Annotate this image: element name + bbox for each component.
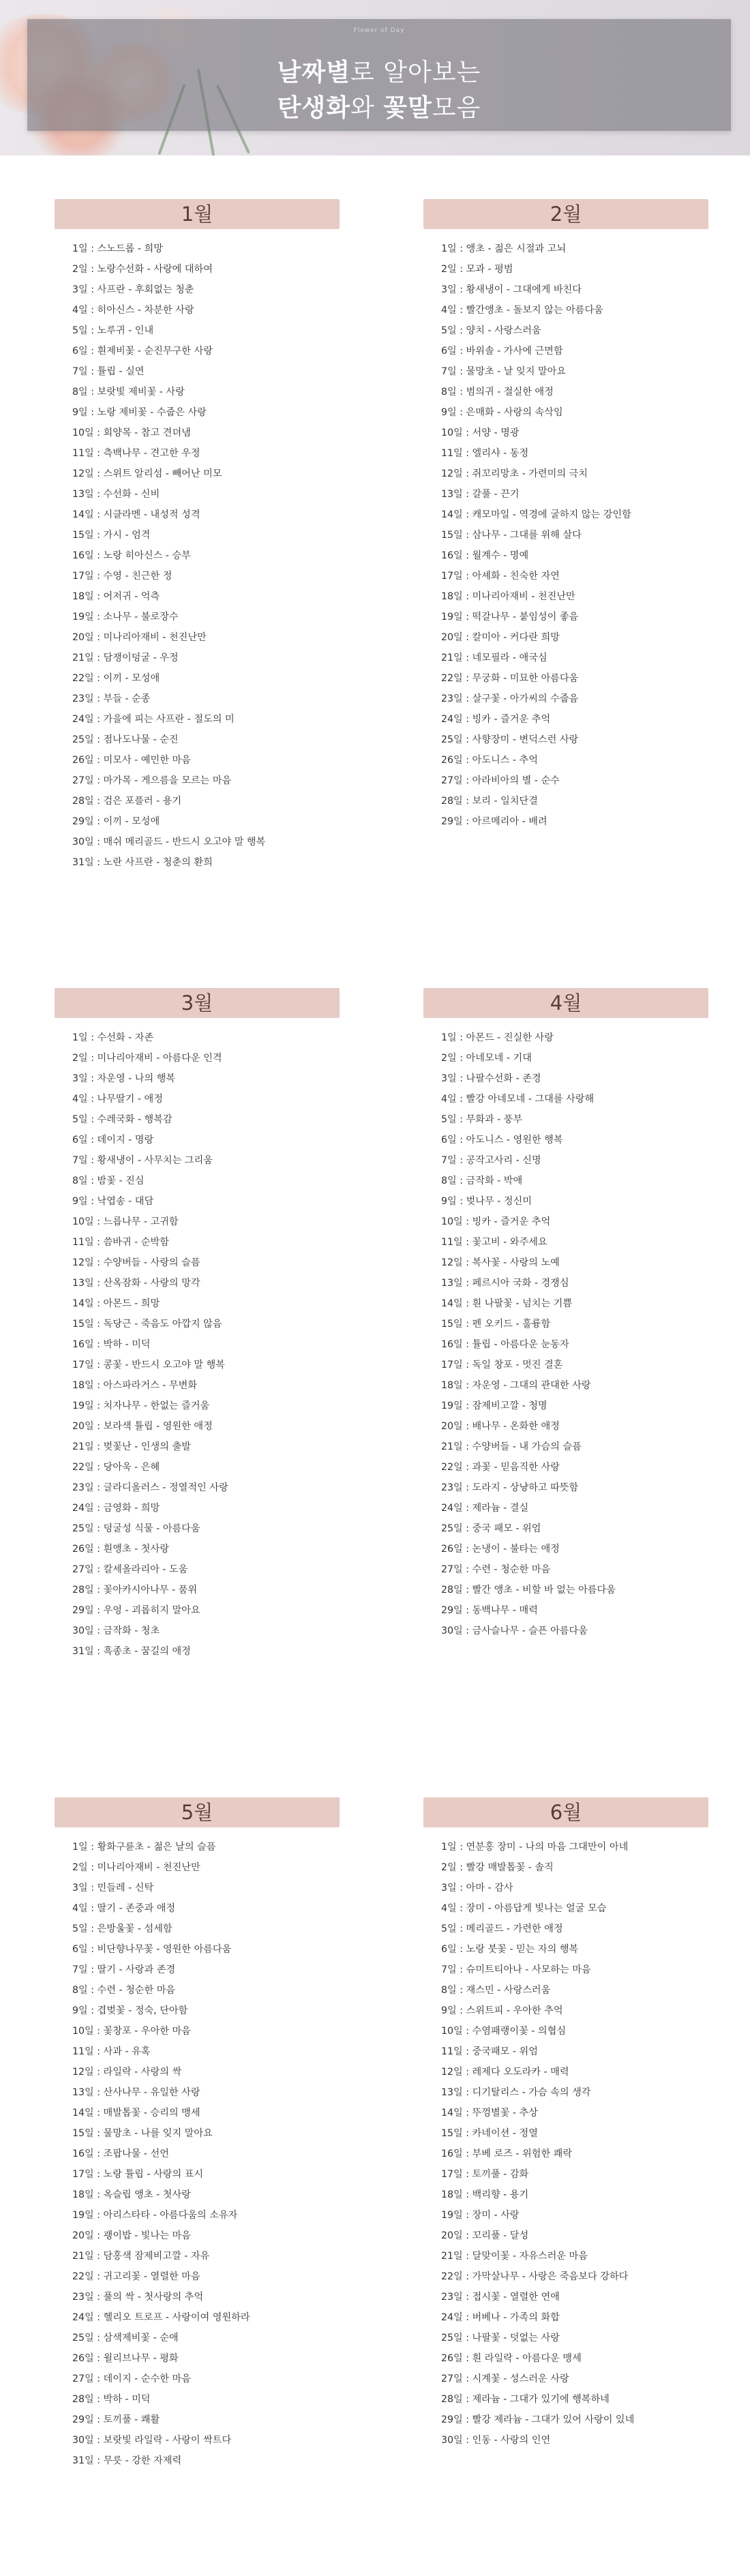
day-entry: 3일 : 자운영 - 나의 행복: [72, 1073, 176, 1084]
day-entry: 28일 : 빨간 앵초 - 비할 바 없는 아름다움: [441, 1585, 616, 1596]
day-entry: 21일 : 벚꽃난 - 인생의 출발: [72, 1441, 191, 1452]
day-entry: 26일 : 논냉이 - 불타는 애정: [441, 1544, 560, 1555]
day-entry: 30일 : 금사슬나무 - 슬픈 아름다움: [441, 1626, 588, 1636]
day-entry: 19일 : 아리스타타 - 아름다움의 소유자: [72, 2210, 238, 2221]
day-entry: 26일 : 윌리브나무 - 평화: [72, 2353, 179, 2364]
day-entry: 11일 : 씀바귀 - 순박함: [72, 1237, 169, 1248]
day-entry: 20일 : 보라색 튤립 - 영원한 애정: [72, 1421, 213, 1432]
day-entry: 27일 : 시계꽃 - 성스러운 사랑: [441, 2373, 569, 2384]
day-entry: 27일 : 수련 - 청순한 마음: [441, 1564, 551, 1575]
day-entry: 28일 : 보리 - 일치단결: [441, 796, 538, 807]
day-entry: 18일 : 아스파라거스 - 무변화: [72, 1380, 198, 1391]
day-entry: 29일 : 우엉 - 괴롭히지 말아요: [72, 1605, 200, 1616]
day-entry: 4일 : 빨강 아네모네 - 그대를 사랑해: [441, 1094, 595, 1105]
day-entry: 2일 : 노랑수선화 - 사랑에 대하여: [72, 264, 213, 275]
day-entry: 6일 : 흰제비꽃 - 순진무구한 사랑: [72, 346, 213, 357]
day-entry: 14일 : 시클라멘 - 내성적 성격: [72, 509, 200, 520]
day-entry: 30일 : 매쉬 메리골드 - 반드시 오고야 말 행복: [72, 837, 266, 848]
day-entry: 3일 : 황새냉이 - 그대에게 바친다: [441, 284, 582, 295]
day-entry: 24일 : 헬리오 트로프 - 사랑이여 영원하라: [72, 2312, 250, 2323]
day-entry: 29일 : 아르메리아 - 배려: [441, 816, 548, 827]
day-entry: 27일 : 아라비아의 별 - 순수: [441, 775, 560, 786]
day-entry: 1일 : 앵초 - 젊은 시절과 고뇌: [441, 243, 567, 254]
day-entry: 23일 : 부들 - 순종: [72, 693, 151, 704]
day-entry: 10일 : 꽃창포 - 우아한 마음: [72, 2026, 191, 2037]
day-entry: 4일 : 장미 - 아름답게 빛나는 얼굴 모습: [441, 1903, 607, 1914]
title-bold-meaning: 꽃말: [383, 94, 432, 122]
day-entry: 25일 : 중국 패모 - 위엄: [441, 1523, 541, 1534]
day-entry: 17일 : 독일 창포 - 멋진 결혼: [441, 1360, 563, 1371]
day-entry: 7일 : 물망초 - 날 잊지 말아요: [441, 366, 567, 377]
day-entry: 7일 : 공작고사리 - 신명: [441, 1155, 541, 1166]
day-entry: 4일 : 딸기 - 존중과 애정: [72, 1903, 176, 1914]
day-entry: 21일 : 네모필라 - 애국심: [441, 653, 548, 663]
day-entry: 17일 : 콩꽃 - 반드시 오고야 말 행복: [72, 1360, 225, 1371]
day-entry: 27일 : 칼세올라리아 - 도움: [72, 1564, 188, 1575]
day-entry: 10일 : 수염패랭이꽃 - 의협심: [441, 2026, 567, 2037]
day-list: [423, 1028, 708, 1641]
day-entry: 7일 : 황새냉이 - 사무치는 그리움: [72, 1155, 213, 1166]
day-entry: 18일 : 옥슬립 앵초 - 첫사랑: [72, 2189, 191, 2200]
day-entry: 14일 : 캐모마일 - 역경에 굴하지 않는 강인함: [441, 509, 631, 520]
day-entry: 21일 : 수양버들 - 내 가슴의 슬픔: [441, 1441, 582, 1452]
day-entry: 16일 : 튤립 - 아름다운 눈동자: [441, 1339, 569, 1350]
month-header: 2월: [423, 199, 708, 229]
day-entry: 14일 : 아몬드 - 희망: [72, 1298, 160, 1309]
day-entry: 19일 : 치자나무 - 한없는 즐거움: [72, 1401, 210, 1411]
day-entry: 3일 : 아마 - 감사: [441, 1883, 513, 1893]
day-entry: 6일 : 비단향나무꽃 - 영원한 아름다움: [72, 1944, 232, 1955]
day-entry: 3일 : 민들레 - 신탁: [72, 1883, 154, 1893]
day-entry: 17일 : 노랑 튤립 - 사랑의 표시: [72, 2169, 204, 2180]
day-entry: 30일 : 보랏빛 라일락 - 사랑이 싹트다: [72, 2435, 232, 2446]
day-entry: 12일 : 복사꽃 - 사랑의 노예: [441, 1257, 560, 1268]
day-entry: 25일 : 점나도나물 - 순진: [72, 734, 179, 745]
day-entry: 6일 : 노랑 붓꽃 - 믿는 자의 행복: [441, 1944, 579, 1955]
day-entry: 29일 : 빨강 제라늄 - 그대가 있어 사랑이 있네: [441, 2414, 635, 2425]
header-title-line2: [27, 89, 731, 123]
day-entry: 31일 : 흑종초 - 꿈길의 애정: [72, 1646, 191, 1657]
day-entry: 16일 : 부베 로즈 - 위험한 쾌락: [441, 2148, 573, 2159]
day-entry: 29일 : 이끼 - 모성애: [72, 816, 160, 827]
day-entry: 15일 : 카네이션 - 정열: [441, 2128, 538, 2139]
month-may: [55, 1797, 340, 2471]
month-march: [55, 988, 340, 1662]
day-list: [423, 1837, 708, 2451]
day-entry: 1일 : 연분홍 장미 - 나의 마음 그대만이 아네: [441, 1842, 629, 1853]
day-entry: 13일 : 갈풀 - 끈기: [441, 489, 520, 500]
title-thin-text: 로 알아보는: [350, 59, 481, 87]
day-entry: 3일 : 나팔수선화 - 존경: [441, 1073, 541, 1084]
day-entry: 5일 : 노루귀 - 인내: [72, 325, 154, 336]
day-entry: 7일 : 슈미트티아나 - 사모하는 마음: [441, 1964, 591, 1975]
day-entry: 16일 : 조팝나물 - 선언: [72, 2148, 169, 2159]
day-entry: 12일 : 수양버들 - 사랑의 슬픔: [72, 1257, 200, 1268]
day-entry: 1일 : 수선화 - 자존: [72, 1032, 154, 1043]
day-entry: 6일 : 데이지 - 명랑: [72, 1135, 154, 1145]
day-entry: 20일 : 배나무 - 온화한 애정: [441, 1421, 560, 1432]
day-entry: 22일 : 당아욱 - 은혜: [72, 1462, 160, 1473]
day-entry: 8일 : 재스민 - 사랑스러움: [441, 1985, 551, 1996]
day-entry: 19일 : 잠제비고깔 - 청명: [441, 1401, 548, 1411]
day-entry: 12일 : 쥐꼬리망초 - 가련미의 극치: [441, 468, 588, 479]
day-entry: 8일 : 금작화 - 박애: [441, 1175, 523, 1186]
day-entry: 16일 : 노랑 히아신스 - 승부: [72, 550, 191, 561]
day-entry: 23일 : 도라지 - 상냥하고 따뜻함: [441, 1482, 579, 1493]
day-entry: 2일 : 모과 - 평범: [441, 264, 513, 275]
day-entry: 5일 : 메리골드 - 가련한 애정: [441, 1923, 563, 1934]
day-entry: 3일 : 사프란 - 후회없는 청춘: [72, 284, 194, 295]
day-entry: 13일 : 산사나무 - 유일한 사랑: [72, 2087, 200, 2098]
day-entry: 20일 : 괭이밥 - 빛나는 마음: [72, 2230, 191, 2241]
day-entry: 20일 : 미나리아재비 - 천진난만: [72, 632, 207, 643]
day-entry: 26일 : 미모사 - 예민한 마음: [72, 755, 191, 766]
day-entry: 24일 : 제라늄 - 결실: [441, 1503, 529, 1514]
day-entry: 8일 : 수련 - 청순한 마음: [72, 1985, 176, 1996]
day-entry: 25일 : 덩굴성 식물 - 아름다움: [72, 1523, 200, 1534]
day-entry: 12일 : 라일락 - 사랑의 싹: [72, 2067, 182, 2078]
day-entry: 7일 : 튤립 - 실연: [72, 366, 145, 377]
day-entry: 17일 : 아셰화 - 친숙한 자연: [441, 571, 560, 582]
day-entry: 27일 : 데이지 - 순수한 마음: [72, 2373, 191, 2384]
day-entry: 18일 : 자운영 - 그대의 관대한 사랑: [441, 1380, 591, 1391]
day-entry: 26일 : 흰앵초 - 첫사랑: [72, 1544, 169, 1555]
day-entry: 31일 : 무릇 - 강한 자제력: [72, 2455, 182, 2466]
month-february: [423, 199, 708, 832]
day-entry: 19일 : 떡갈나무 - 붙임성이 좋음: [441, 612, 579, 623]
day-entry: 9일 : 노랑 제비꽃 - 수줍은 사랑: [72, 407, 207, 418]
title-bold-date: 날짜별: [277, 59, 350, 87]
day-entry: 26일 : 흰 라일락 - 아름다운 맹세: [441, 2353, 582, 2364]
day-entry: 14일 : 매발톱꽃 - 승리의 맹세: [72, 2108, 200, 2118]
day-entry: 2일 : 미나리아재비 - 천진난만: [72, 1862, 200, 1873]
day-entry: 8일 : 범의귀 - 절실한 애정: [441, 387, 554, 398]
day-entry: 21일 : 달맞이꽃 - 자유스러운 마음: [441, 2251, 588, 2262]
day-entry: 13일 : 수선화 - 신비: [72, 489, 160, 500]
month-header: 5월: [55, 1797, 340, 1827]
day-entry: 25일 : 나팔꽃 - 덧없는 사랑: [441, 2333, 560, 2343]
day-entry: 30일 : 인동 - 사랑의 인연: [441, 2435, 551, 2446]
day-entry: 28일 : 꽃아카시아나무 - 품위: [72, 1585, 198, 1596]
day-entry: 19일 : 장미 - 사랑: [441, 2210, 520, 2221]
day-entry: 1일 : 스노드롭 - 희망: [72, 243, 163, 254]
day-entry: 15일 : 가시 - 엄격: [72, 530, 151, 541]
day-entry: 8일 : 보랏빛 제비꽃 - 사랑: [72, 387, 185, 398]
day-entry: 21일 : 담홍색 잠제비고깔 - 자유: [72, 2251, 210, 2262]
day-entry: 24일 : 가을에 피는 사프란 - 절도의 미: [72, 714, 235, 725]
day-entry: 5일 : 양치 - 사랑스러움: [441, 325, 541, 336]
day-entry: 24일 : 버베나 - 가족의 화합: [441, 2312, 560, 2323]
title-card: [27, 19, 731, 131]
day-entry: 10일 : 느릅나무 - 고귀함: [72, 1216, 179, 1227]
month-april: [423, 988, 708, 1641]
header-banner: [0, 0, 750, 155]
day-entry: 15일 : 펜 오키드 - 훌륭함: [441, 1319, 551, 1330]
day-entry: 23일 : 풀의 싹 - 첫사랑의 추억: [72, 2292, 204, 2303]
day-entry: 28일 : 박하 - 미덕: [72, 2394, 151, 2405]
day-entry: 4일 : 히아신스 - 차분한 사랑: [72, 305, 194, 316]
day-entry: 23일 : 살구꽃 - 아가씨의 수줍음: [441, 693, 579, 704]
month-header: 6월: [423, 1797, 708, 1827]
day-entry: 11일 : 중국패모 - 위엄: [441, 2046, 538, 2057]
title-thin-collection: 모음: [432, 94, 481, 122]
day-entry: 5일 : 수레국화 - 행복감: [72, 1114, 172, 1125]
day-entry: 22일 : 이끼 - 모성애: [72, 673, 160, 684]
day-entry: 28일 : 제라늄 - 그대가 있기에 행복하네: [441, 2394, 610, 2405]
day-entry: 29일 : 동백나무 - 매력: [441, 1605, 538, 1616]
day-entry: 28일 : 검은 포플러 - 용기: [72, 796, 182, 807]
day-entry: 30일 : 금작화 - 청초: [72, 1626, 160, 1636]
header-title-line1: [27, 53, 731, 88]
day-entry: 16일 : 월계수 - 명예: [441, 550, 529, 561]
month-january: [55, 199, 340, 873]
day-entry: 18일 : 백리향 - 용기: [441, 2189, 529, 2200]
day-entry: 10일 : 서양 - 명광: [441, 428, 520, 438]
title-thin-and: 와: [350, 94, 384, 122]
day-entry: 24일 : 빙카 - 즐거운 추억: [441, 714, 551, 725]
day-entry: 9일 : 벚나무 - 정신미: [441, 1196, 532, 1207]
day-entry: 20일 : 칼미아 - 커다란 희망: [441, 632, 560, 643]
day-list: [423, 239, 708, 832]
day-entry: 4일 : 빨간앵초 - 돌보지 않는 아름다움: [441, 305, 603, 316]
day-entry: 13일 : 산옥잠화 - 사랑의 망각: [72, 1278, 200, 1289]
day-entry: 29일 : 토끼풀 - 쾌활: [72, 2414, 160, 2425]
day-entry: 25일 : 삼색제비꽃 - 순애: [72, 2333, 179, 2343]
day-entry: 22일 : 귀고리꽃 - 열렬한 마음: [72, 2271, 200, 2282]
day-entry: 11일 : 꽃고비 - 와주세요: [441, 1237, 548, 1248]
day-entry: 9일 : 은매화 - 사랑의 속삭임: [441, 407, 563, 418]
day-entry: 5일 : 무화과 - 풍부: [441, 1114, 523, 1125]
day-entry: 2일 : 아네모네 - 기대: [441, 1053, 532, 1064]
day-entry: 24일 : 금영화 - 희망: [72, 1503, 160, 1514]
day-entry: 8일 : 밤꽃 - 진심: [72, 1175, 145, 1186]
day-entry: 22일 : 과꽃 - 믿음직한 사랑: [441, 1462, 560, 1473]
day-entry: 20일 : 꼬리풀 - 달성: [441, 2230, 529, 2241]
day-entry: 1일 : 아몬드 - 진실한 사랑: [441, 1032, 554, 1043]
day-entry: 19일 : 소나무 - 불로장수: [72, 612, 179, 623]
day-list: [55, 1028, 340, 1662]
day-entry: 13일 : 디기탈리스 - 가슴 속의 생각: [441, 2087, 591, 2098]
month-header: 4월: [423, 988, 708, 1018]
day-entry: 9일 : 겹벚꽃 - 정숙, 단아함: [72, 2005, 188, 2016]
day-entry: 1일 : 황화구륜초 - 젊은 날의 슬픔: [72, 1842, 216, 1853]
day-entry: 10일 : 회양목 - 참고 견뎌냄: [72, 428, 191, 438]
day-entry: 25일 : 사향장미 - 변덕스런 사랑: [441, 734, 579, 745]
day-entry: 22일 : 가막살나무 - 사랑은 죽음보다 강하다: [441, 2271, 629, 2282]
day-entry: 2일 : 미나리아재비 - 아름다운 인격: [72, 1053, 222, 1064]
title-bold-flower: 탄생화: [277, 94, 350, 122]
month-june: [423, 1797, 708, 2451]
day-entry: 18일 : 어저귀 - 억측: [72, 591, 160, 602]
month-header: 1월: [55, 199, 340, 229]
day-entry: 31일 : 노란 사프란 - 청춘의 환희: [72, 857, 213, 868]
day-entry: 23일 : 글라디올러스 - 정열적인 사랑: [72, 1482, 228, 1493]
day-entry: 22일 : 무궁화 - 미묘한 아름다움: [441, 673, 579, 684]
day-entry: 18일 : 미나리아재비 - 천진난만: [441, 591, 575, 602]
day-entry: 4일 : 나무딸기 - 애정: [72, 1094, 163, 1105]
day-entry: 10일 : 빙카 - 즐거운 추억: [441, 1216, 551, 1227]
day-entry: 26일 : 아도니스 - 추억: [441, 755, 538, 766]
day-entry: 21일 : 담쟁이덩굴 - 우정: [72, 653, 179, 663]
day-entry: 12일 : 스위트 알리섬 - 빼어난 미모: [72, 468, 222, 479]
day-list: [55, 239, 340, 873]
month-header: 3월: [55, 988, 340, 1018]
day-entry: 7일 : 딸기 - 사랑과 존경: [72, 1964, 176, 1975]
day-entry: 6일 : 아도니스 - 영원한 행복: [441, 1135, 563, 1145]
day-entry: 9일 : 낙엽송 - 대담: [72, 1196, 154, 1207]
day-entry: 16일 : 박하 - 미덕: [72, 1339, 151, 1350]
day-list: [55, 1837, 340, 2471]
day-entry: 17일 : 토끼풀 - 감화: [441, 2169, 529, 2180]
day-entry: 2일 : 빨강 매발톱꽃 - 솔직: [441, 1862, 554, 1873]
day-entry: 15일 : 독당근 - 죽음도 아깝지 않음: [72, 1319, 222, 1330]
header-subtitle: Flower of Day: [353, 27, 405, 34]
day-entry: 15일 : 물망초 - 나를 잊지 말아요: [72, 2128, 213, 2139]
day-entry: 23일 : 접시꽃 - 열렬한 연애: [441, 2292, 560, 2303]
day-entry: 11일 : 사과 - 유혹: [72, 2046, 151, 2057]
day-entry: 11일 : 측백나무 - 견고한 우정: [72, 448, 200, 459]
day-entry: 12일 : 레제다 오도라카 - 매력: [441, 2067, 569, 2078]
day-entry: 6일 : 바위솔 - 가사에 근면함: [441, 346, 563, 357]
day-entry: 15일 : 삼나무 - 그대를 위해 살다: [441, 530, 582, 541]
day-entry: 5일 : 은방울꽃 - 섬세함: [72, 1923, 172, 1934]
day-entry: 13일 : 페르시아 국화 - 경쟁심: [441, 1278, 569, 1289]
day-entry: 27일 : 마가목 - 게으름을 모르는 마음: [72, 775, 232, 786]
day-entry: 14일 : 뚜껑별꽃 - 추상: [441, 2108, 538, 2118]
day-entry: 11일 : 엘리샤 - 동정: [441, 448, 529, 459]
day-entry: 14일 : 흰 나팔꽃 - 넘치는 기쁨: [441, 1298, 573, 1309]
day-entry: 9일 : 스위트피 - 우아한 추억: [441, 2005, 563, 2016]
day-entry: 17일 : 수영 - 친근한 정: [72, 571, 172, 582]
